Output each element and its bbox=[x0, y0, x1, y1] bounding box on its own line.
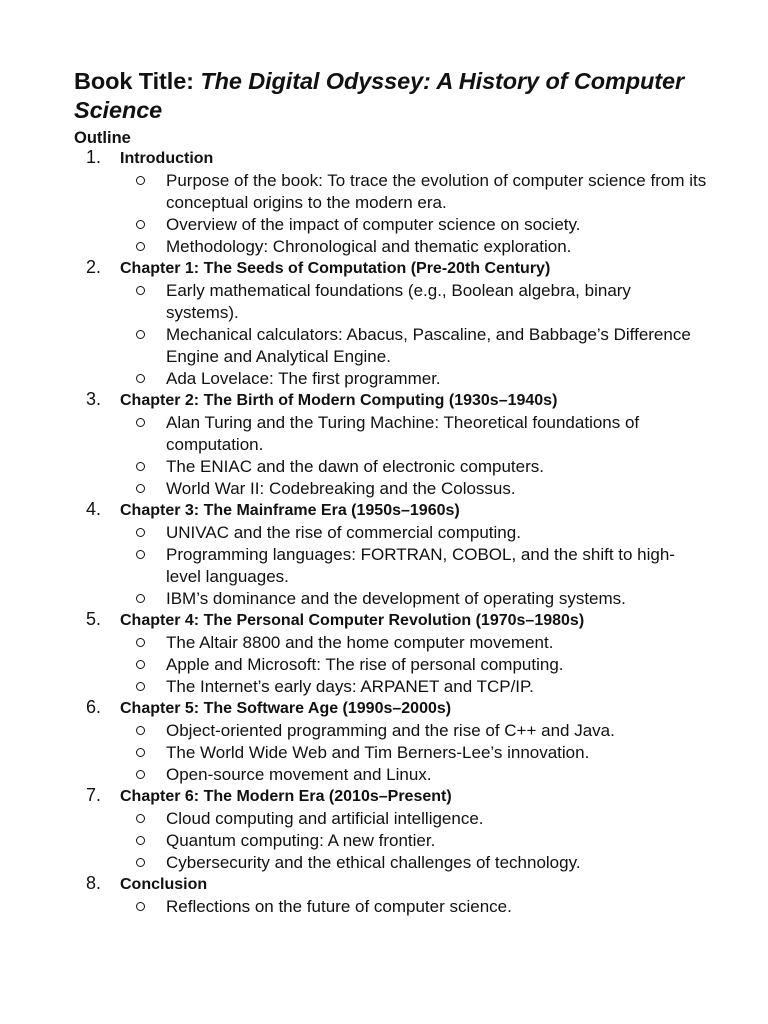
list-item bbox=[0, 280, 768, 324]
list-item-text: Mechanical calculators: Abacus, Pascaline, and Babbage’s Difference Engine and Analytical Engine. bbox=[166, 325, 691, 366]
hollow-circle-bullet-icon bbox=[136, 418, 145, 427]
list-item-text: The ENIAC and the dawn of electronic computers. bbox=[166, 457, 544, 476]
list-item bbox=[0, 808, 768, 830]
list-item-text: World War II: Codebreaking and the Colossus. bbox=[166, 479, 516, 498]
list-item-text: Alan Turing and the Turing Machine: Theoretical foundations of computation. bbox=[166, 413, 640, 454]
hollow-circle-bullet-icon bbox=[136, 286, 145, 295]
list-item bbox=[0, 896, 768, 918]
chapter-number: 5. bbox=[86, 609, 102, 629]
hollow-circle-bullet-icon bbox=[136, 638, 145, 647]
list-item-text: Methodology: Chronological and thematic exploration. bbox=[166, 237, 572, 256]
outline-chapter bbox=[0, 698, 768, 786]
list-item bbox=[0, 632, 768, 654]
chapter-title: Chapter 2: The Birth of Modern Computing (1930s–1940s) bbox=[120, 392, 558, 409]
outline-chapter bbox=[0, 874, 768, 918]
chapter-heading bbox=[0, 786, 768, 808]
chapter-number: 6. bbox=[86, 697, 102, 717]
list-item-text: Reflections on the future of computer science. bbox=[166, 897, 512, 916]
list-item-text: Ada Lovelace: The first programmer. bbox=[166, 369, 441, 388]
chapter-number: 2. bbox=[86, 257, 102, 277]
list-item bbox=[0, 720, 768, 742]
list-item-text: The Altair 8800 and the home computer movement. bbox=[166, 633, 554, 652]
list-item-text: The World Wide Web and Tim Berners-Lee’s innovation. bbox=[166, 743, 590, 762]
list-item-text: Programming languages: FORTRAN, COBOL, and the shift to high-level languages. bbox=[166, 545, 675, 586]
hollow-circle-bullet-icon bbox=[136, 748, 145, 757]
chapter-heading bbox=[0, 610, 768, 632]
chapter-heading bbox=[0, 148, 768, 170]
hollow-circle-bullet-icon bbox=[136, 462, 145, 471]
list-item bbox=[0, 764, 768, 786]
chapter-heading bbox=[0, 698, 768, 720]
chapter-number: 8. bbox=[86, 873, 102, 893]
list-item-text: Cybersecurity and the ethical challenges of technology. bbox=[166, 853, 581, 872]
outline-chapter bbox=[0, 258, 768, 390]
list-item-text: Open-source movement and Linux. bbox=[166, 765, 432, 784]
chapter-number: 3. bbox=[86, 389, 102, 409]
chapter-heading bbox=[0, 390, 768, 412]
chapter-heading bbox=[0, 500, 768, 522]
list-item bbox=[0, 214, 768, 236]
list-item bbox=[0, 676, 768, 698]
chapter-subitems bbox=[0, 720, 768, 786]
hollow-circle-bullet-icon bbox=[136, 550, 145, 559]
chapter-subitems bbox=[0, 632, 768, 698]
hollow-circle-bullet-icon bbox=[136, 660, 145, 669]
chapter-heading bbox=[0, 874, 768, 896]
outline-chapter bbox=[0, 500, 768, 610]
list-item bbox=[0, 830, 768, 852]
hollow-circle-bullet-icon bbox=[136, 814, 145, 823]
chapter-title: Chapter 6: The Modern Era (2010s–Present) bbox=[120, 788, 452, 805]
book-title-italic: The Digital Odyssey: A History of Computer Science bbox=[74, 68, 685, 123]
hollow-circle-bullet-icon bbox=[136, 594, 145, 603]
hollow-circle-bullet-icon bbox=[136, 770, 145, 779]
list-item-text: Object-oriented programming and the rise of C++ and Java. bbox=[166, 721, 615, 740]
list-item bbox=[0, 170, 768, 214]
outline-chapter bbox=[0, 148, 768, 258]
list-item-text: Quantum computing: A new frontier. bbox=[166, 831, 436, 850]
chapter-title: Chapter 3: The Mainframe Era (1950s–1960s) bbox=[120, 502, 460, 519]
outline-chapter bbox=[0, 390, 768, 500]
list-item bbox=[0, 456, 768, 478]
list-item bbox=[0, 742, 768, 764]
hollow-circle-bullet-icon bbox=[136, 902, 145, 911]
chapter-number: 7. bbox=[86, 785, 102, 805]
list-item bbox=[0, 522, 768, 544]
list-item-text: IBM’s dominance and the development of operating systems. bbox=[166, 589, 626, 608]
hollow-circle-bullet-icon bbox=[136, 374, 145, 383]
chapter-subitems bbox=[0, 808, 768, 874]
hollow-circle-bullet-icon bbox=[136, 682, 145, 691]
chapter-heading bbox=[0, 258, 768, 280]
chapter-number: 1. bbox=[86, 147, 102, 167]
list-item-text: Cloud computing and artificial intelligence. bbox=[166, 809, 484, 828]
outline-chapter bbox=[0, 610, 768, 698]
list-item bbox=[0, 478, 768, 500]
list-item bbox=[0, 588, 768, 610]
list-item-text: Apple and Microsoft: The rise of personal computing. bbox=[166, 655, 564, 674]
hollow-circle-bullet-icon bbox=[136, 242, 145, 251]
book-title-prefix: Book Title: bbox=[74, 68, 194, 94]
chapter-title: Chapter 1: The Seeds of Computation (Pre-20th Century) bbox=[120, 260, 551, 277]
list-item bbox=[0, 368, 768, 390]
outline-list bbox=[0, 148, 768, 918]
hollow-circle-bullet-icon bbox=[136, 726, 145, 735]
outline-chapter bbox=[0, 786, 768, 874]
outline-heading: Outline bbox=[74, 129, 131, 147]
hollow-circle-bullet-icon bbox=[136, 858, 145, 867]
chapter-number: 4. bbox=[86, 499, 102, 519]
chapter-title: Chapter 4: The Personal Computer Revolution (1970s–1980s) bbox=[120, 612, 585, 629]
chapter-subitems bbox=[0, 412, 768, 500]
chapter-title: Conclusion bbox=[120, 876, 208, 893]
chapter-subitems bbox=[0, 170, 768, 258]
chapter-subitems bbox=[0, 280, 768, 390]
list-item bbox=[0, 852, 768, 874]
list-item bbox=[0, 654, 768, 676]
list-item bbox=[0, 236, 768, 258]
chapter-title: Chapter 5: The Software Age (1990s–2000s) bbox=[120, 700, 452, 717]
list-item bbox=[0, 544, 768, 588]
hollow-circle-bullet-icon bbox=[136, 330, 145, 339]
list-item-text: Overview of the impact of computer science on society. bbox=[166, 215, 581, 234]
hollow-circle-bullet-icon bbox=[136, 836, 145, 845]
list-item-text: Purpose of the book: To trace the evolution of computer science from its conceptual origins to the modern era. bbox=[166, 171, 707, 212]
list-item bbox=[0, 324, 768, 368]
chapter-subitems bbox=[0, 522, 768, 610]
list-item-text: UNIVAC and the rise of commercial computing. bbox=[166, 523, 521, 542]
chapter-title: Introduction bbox=[120, 150, 214, 167]
book-title bbox=[74, 67, 734, 125]
hollow-circle-bullet-icon bbox=[136, 220, 145, 229]
list-item-text: The Internet’s early days: ARPANET and TCP/IP. bbox=[166, 677, 534, 696]
hollow-circle-bullet-icon bbox=[136, 176, 145, 185]
hollow-circle-bullet-icon bbox=[136, 484, 145, 493]
list-item bbox=[0, 412, 768, 456]
hollow-circle-bullet-icon bbox=[136, 528, 145, 537]
chapter-subitems bbox=[0, 896, 768, 918]
list-item-text: Early mathematical foundations (e.g., Boolean algebra, binary systems). bbox=[166, 281, 631, 322]
